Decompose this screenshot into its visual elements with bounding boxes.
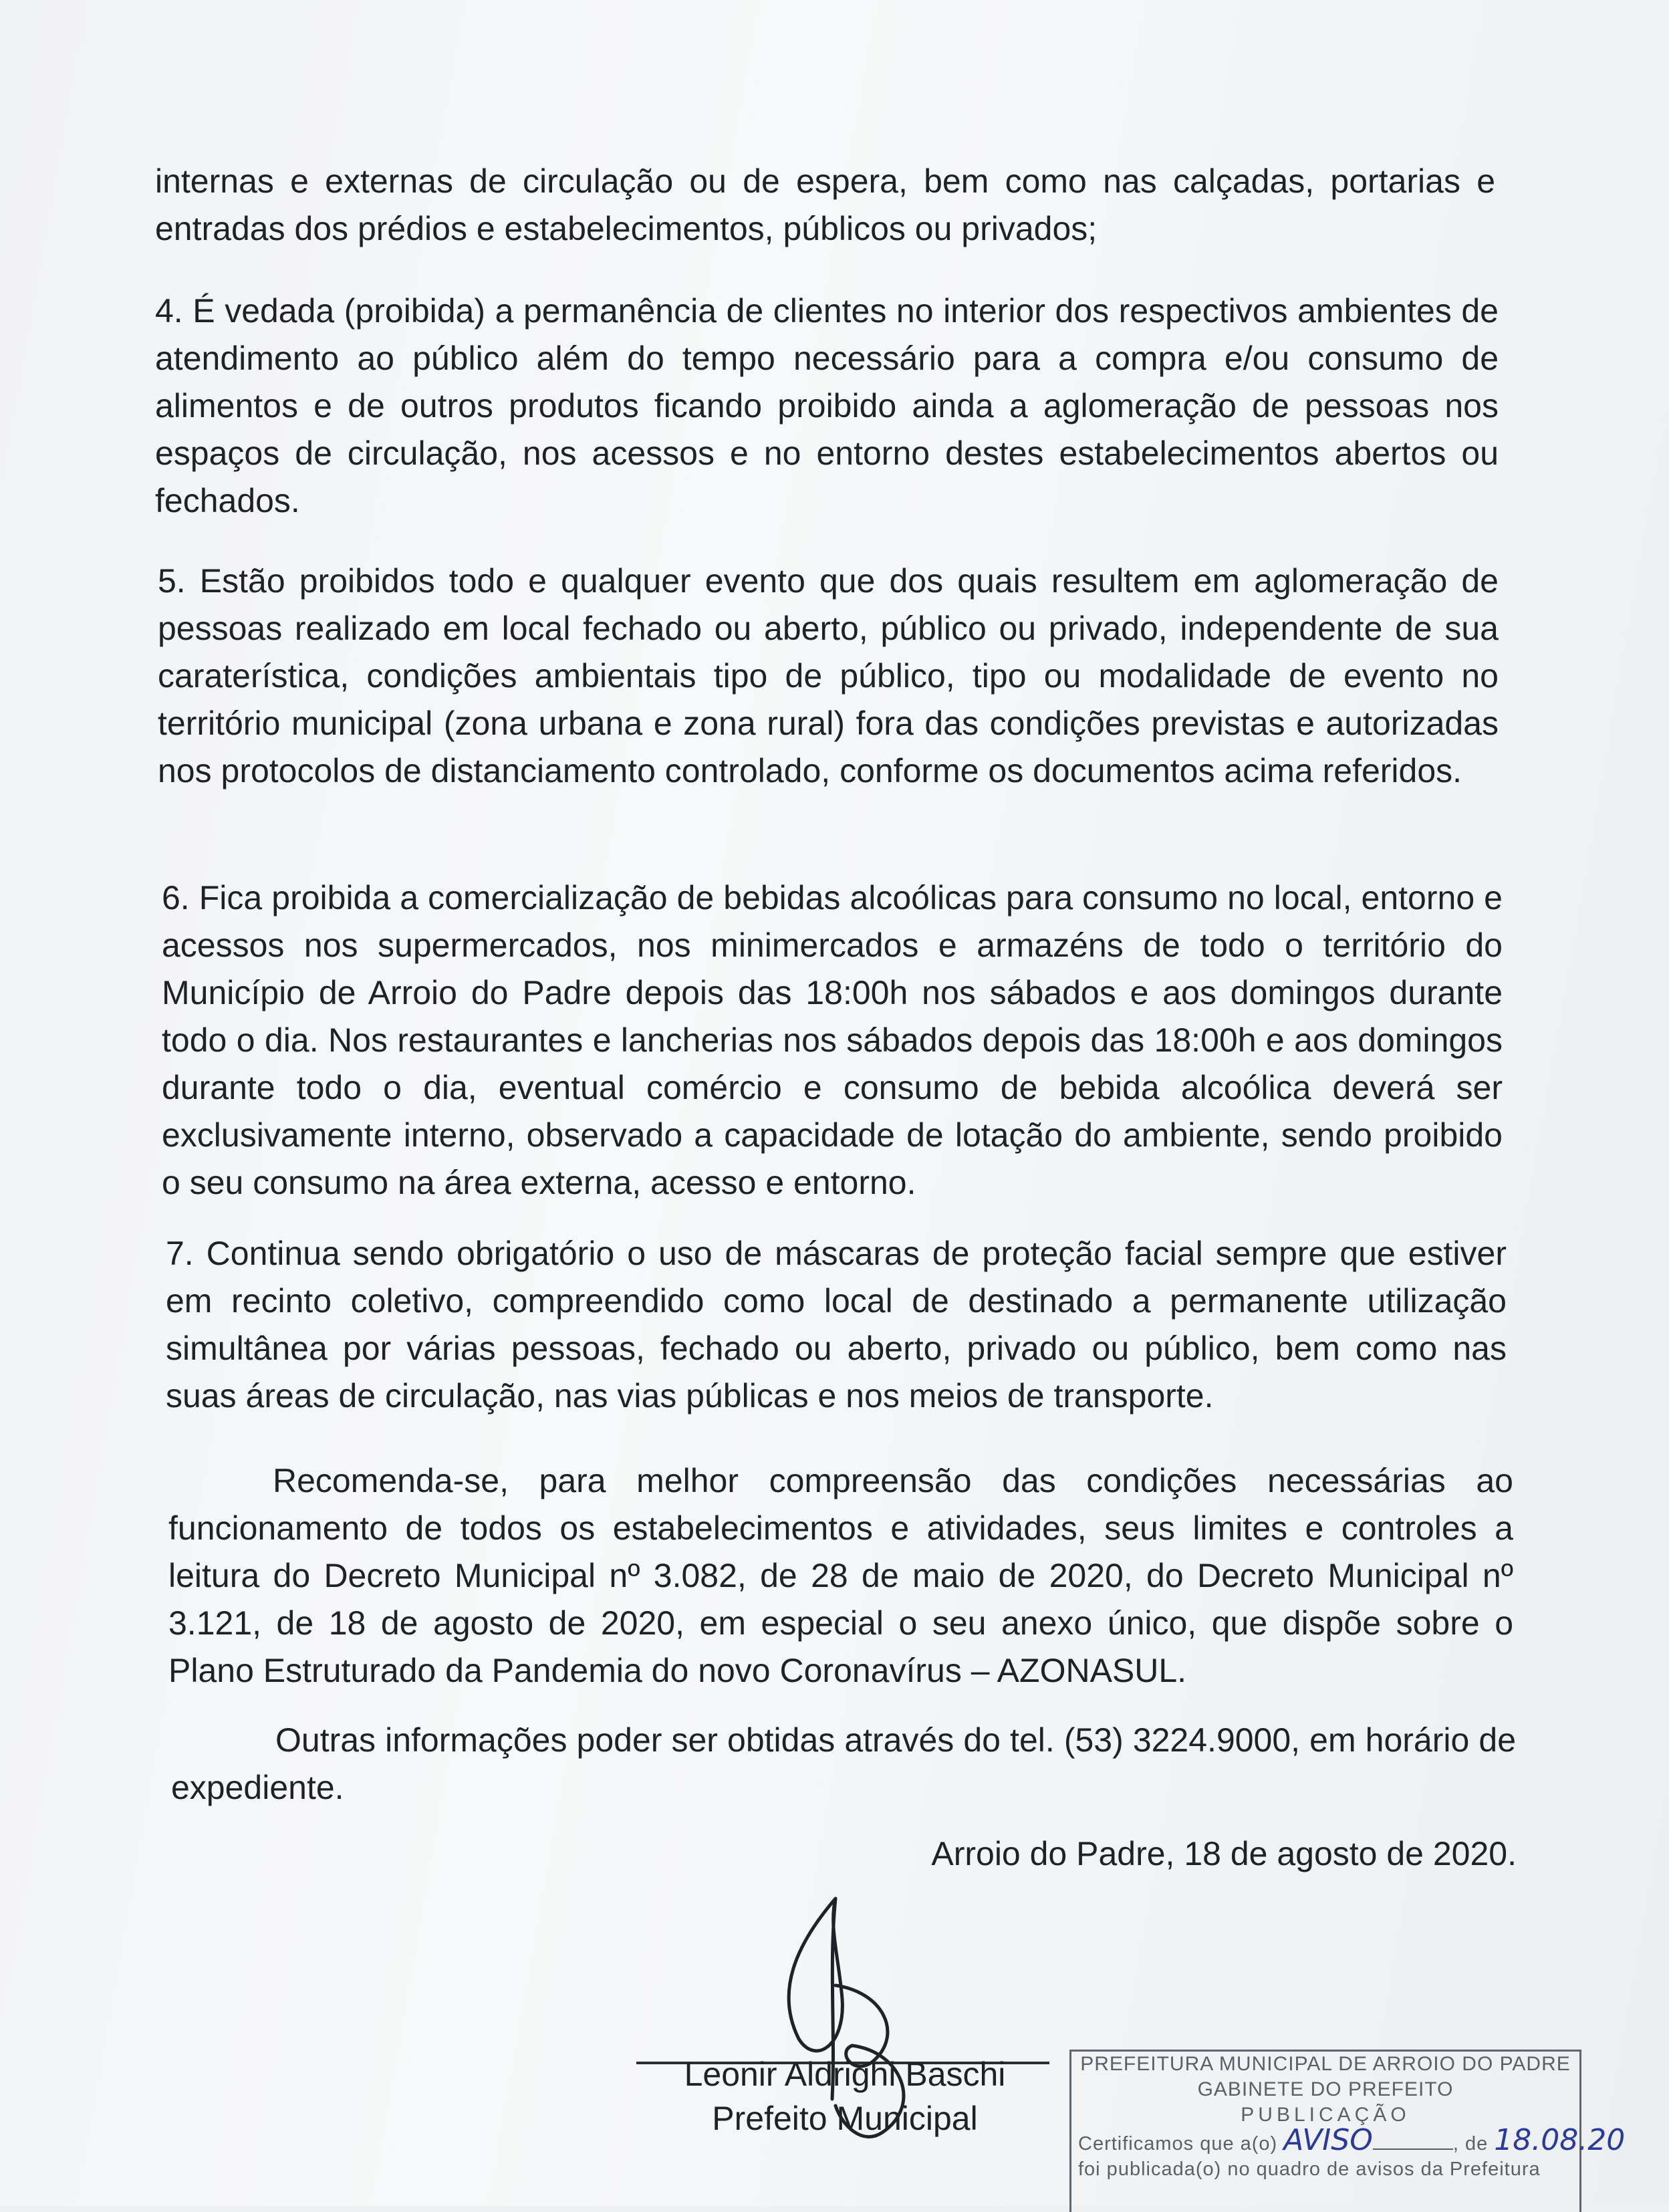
paragraph-item-4: 4. É vedada (proibida) a permanência de clientes no interior dos respectivos ambientes de atendimento ao público além do tempo necessário para a compra e/ou consumo de alimentos e de outros produtos ficando proibido ainda a aglomeração de pessoas nos espaços de circulação, nos acessos e no entorno destes estabelecimentos abertos ou fechados. <box>155 292 1499 519</box>
paragraph-item-5: 5. Estão proibidos todo e qualquer evento que dos quais resultem em aglomeração de pessoas realizado em local fechado ou aberto, público ou privado, independente de sua caraterística, condições ambientais tipo de público, tipo ou modalidade de evento no território municipal (zona urbana e zona rural) fora das condições previstas e autorizadas nos protocolos de distanciamento controlado, conforme os documentos acima referidos. <box>158 562 1499 789</box>
signatory-title: Prefeito Municipal <box>712 2100 978 2137</box>
stamp-certification <box>1071 2123 1626 2157</box>
stamp-blank-line <box>1373 2148 1453 2150</box>
signatory-name: Leonir Aldrighi Baschi <box>684 2056 1006 2093</box>
stamp-cert-document: AVISO <box>1283 2123 1373 2157</box>
paragraph-item-7: 7. Continua sendo obrigatório o uso de máscaras de proteção facial sempre que estiver em recinto coletivo, compreendido como local de destinado a permanente utilização simultânea por várias pessoas, fechado ou aberto, privado ou público, bem como nas suas áreas de circulação, nas vias públicas e nos meios de transporte. <box>166 1235 1507 1415</box>
stamp-line-2: GABINETE DO PREFEITO <box>1197 2078 1454 2100</box>
handwritten-signature <box>735 1885 936 2166</box>
stamp-cert-separator: , de <box>1452 2133 1489 2155</box>
stamp-cert-date: 18.08.20 <box>1494 2123 1626 2157</box>
paragraph-contact-info: Outras informações poder ser obtidas através do tel. (53) 3224.9000, em horário de expediente. <box>171 1721 1516 1806</box>
publication-stamp <box>1069 2050 1626 2212</box>
stamp-line-1: PREFEITURA MUNICIPAL DE ARROIO DO PADRE <box>1080 2053 1571 2075</box>
place-and-date: Arroio do Padre, 18 de agosto de 2020. <box>931 1835 1517 1872</box>
paragraph-recommendation: Recomenda-se, para melhor compreensão das condições necessárias ao funcionamento de todos os estabelecimentos e atividades, seus limites e controles a leitura do Decreto Municipal nº 3.082, de 28 de maio de 2020, do Decreto Municipal nº 3.121, de 18 de agosto de 2020, em especial o seu anexo único, que dispõe sobre o Plano Estruturado da Pandemia do novo Coronavírus – AZONASUL. <box>168 1462 1513 1689</box>
stamp-cert-prefix: Certificamos que a(o) <box>1078 2133 1278 2155</box>
paragraph-item-6: 6. Fica proibida a comercialização de bebidas alcoólicas para consumo no local, entorno e acessos nos supermercados, nos minimercados e armazéns de todo o território do Município de Arroio do Padre depois das 18:00h nos sábados e aos domingos durante todo o dia. Nos restaurantes e lancherias nos sábados depois das 18:00h e aos domingos durante todo o dia, eventual comércio e consumo de bebida alcoólica deverá ser exclusivamente interno, observado a capacidade de lotação do ambiente, sendo proibido o seu consumo na área externa, acesso e entorno. <box>162 879 1503 1201</box>
stamp-line-3: PUBLICAÇÃO <box>1241 2104 1410 2126</box>
paragraph-continuation: internas e externas de circulação ou de espera, bem como nas calçadas, portarias e entradas dos prédios e estabelecimentos, públicos ou privados; <box>155 162 1495 247</box>
stamp-cert-line-2: foi publicada(o) no quadro de avisos da Prefeitura <box>1078 2159 1541 2180</box>
